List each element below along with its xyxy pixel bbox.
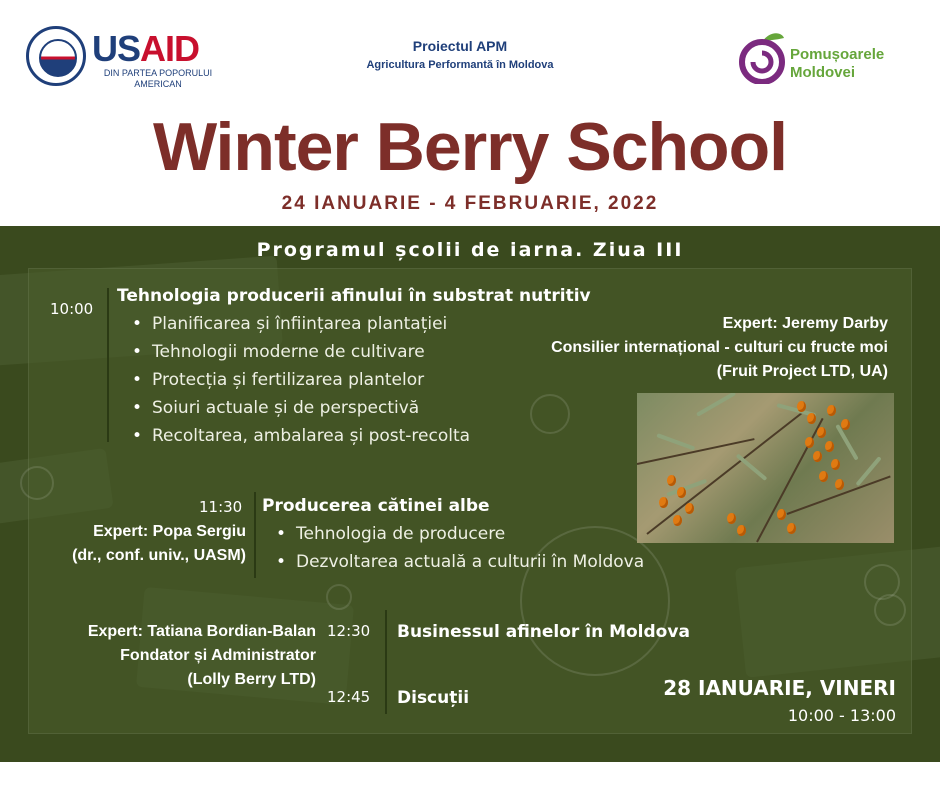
- berry-outline-icon: [874, 594, 906, 626]
- expert-info: [88, 620, 316, 692]
- expert-org: (dr., conf. univ., UASM): [72, 547, 246, 564]
- event-dates: 24 IANUARIE - 4 FEBRUARIE, 2022: [281, 193, 659, 214]
- topic-item: • Tehnologii moderne de cultivare: [128, 338, 470, 366]
- session-title: Tehnologia producerii afinului în substrat nutritiv: [117, 286, 591, 306]
- usaid-logo: [26, 24, 226, 94]
- expert-org: (Fruit Project LTD, UA): [716, 363, 888, 380]
- program-panel: [0, 226, 940, 762]
- topic-item: • Soiuri actuale și de perspectivă: [128, 394, 470, 422]
- expert-name: Expert: Popa Sergiu: [93, 523, 246, 540]
- session-time: 10:00: [50, 300, 94, 318]
- expert-info: [72, 520, 246, 568]
- topic-item: • Dezvoltarea actuală a culturii în Moldova: [272, 548, 644, 576]
- expert-info: [551, 312, 888, 384]
- session-time: 11:30: [199, 498, 243, 516]
- expert-name: Expert: Jeremy Darby: [722, 315, 888, 332]
- berry-outline-icon: [326, 584, 352, 610]
- session-divider: [107, 288, 109, 442]
- berry-outline-icon: [530, 394, 570, 434]
- session-time: 12:45: [327, 688, 371, 706]
- project-subtitle: Agricultura Performantă în Moldova: [366, 59, 554, 71]
- usaid-subtitle: DIN PARTEA POPORULUI AMERICAN: [103, 68, 213, 89]
- day-hours: 10:00 - 13:00: [787, 706, 896, 725]
- event-title: Winter Berry School: [152, 109, 788, 185]
- project-title: Proiectul APM: [412, 38, 508, 54]
- session-title: Businessul afinelor în Moldova: [397, 622, 690, 642]
- session-divider: [254, 492, 256, 578]
- pomusoarele-logo: [738, 18, 918, 88]
- berry-outline-icon: [20, 466, 54, 500]
- session-time: 12:30: [327, 622, 371, 640]
- day-info: [663, 676, 896, 725]
- usaid-seal-icon: [26, 26, 86, 86]
- session-title: Producerea cătinei albe: [262, 496, 490, 516]
- project-label: [352, 38, 568, 71]
- expert-name: Expert: Tatiana Bordian-Balan: [87, 623, 316, 640]
- pomusoarele-text: Pomușoarele Moldovei: [790, 46, 885, 81]
- day-label: 28 IANUARIE, VINERI: [663, 676, 896, 700]
- session-topics: [128, 310, 470, 450]
- topic-item: • Protecția și fertilizarea plantelor: [128, 366, 470, 394]
- session-divider: [385, 610, 387, 714]
- expert-role: Fondator și Administrator: [120, 647, 316, 664]
- session-topics: [272, 520, 644, 576]
- session-title: Discuții: [397, 688, 470, 708]
- usaid-wordmark: USAID: [92, 28, 200, 69]
- topic-item: • Tehnologia de producere: [272, 520, 644, 548]
- topic-item: • Recoltarea, ambalarea și post-recolta: [128, 422, 470, 450]
- topic-item: • Planificarea și înființarea plantației: [128, 310, 470, 338]
- expert-role: Consilier internațional - culturi cu fructe moi: [551, 339, 888, 356]
- sea-buckthorn-photo: [637, 393, 894, 543]
- expert-org: (Lolly Berry LTD): [187, 671, 316, 688]
- program-heading: Programul școlii de iarna. Ziua III: [256, 239, 684, 261]
- berry-swirl-icon: [738, 28, 786, 84]
